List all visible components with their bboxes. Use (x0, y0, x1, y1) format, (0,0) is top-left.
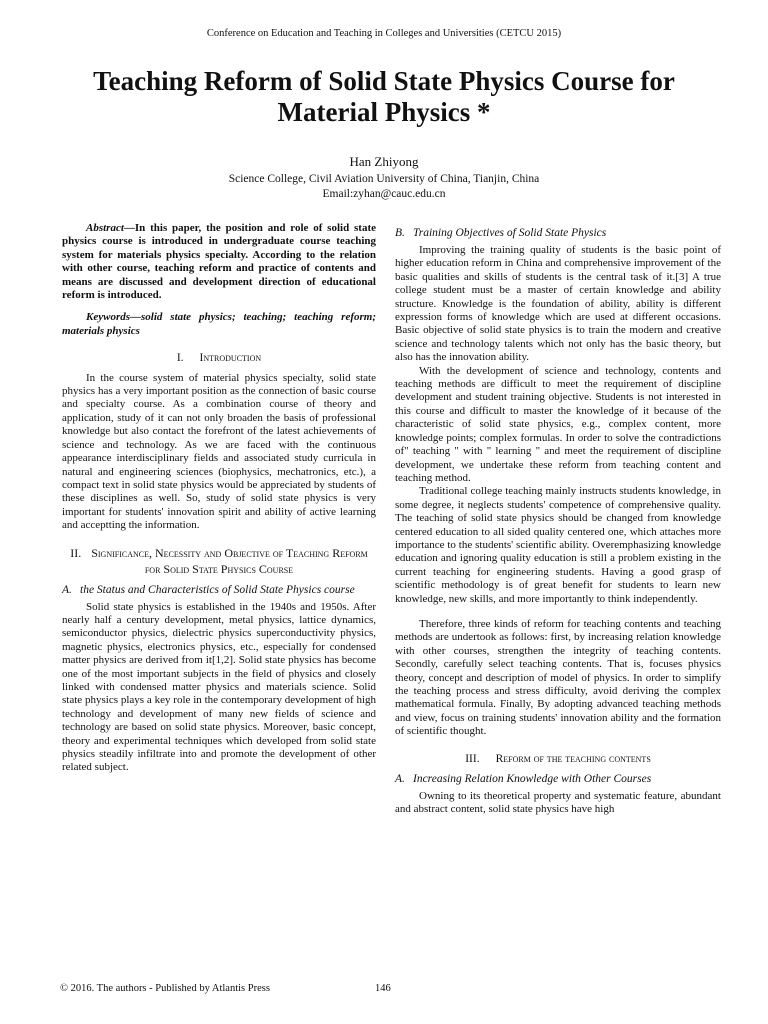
left-column (62, 222, 376, 775)
section-number: I. (176, 352, 184, 365)
section-number: III. (465, 752, 480, 765)
subsection-heading-training-objectives (395, 226, 721, 240)
subsection-title: Increasing Relation Knowledge with Other Courses (413, 773, 652, 786)
abstract (62, 222, 376, 302)
page-number: 146 (375, 983, 391, 994)
copyright-footer: © 2016. The authors - Published by Atlantis Press (60, 983, 270, 994)
section-number: II. (70, 545, 82, 560)
subsection-title: Training Objectives of Solid State Physics (413, 227, 607, 239)
keywords-label: Keywords (86, 311, 130, 324)
subsection-heading-relation-knowledge (395, 772, 721, 786)
subsection-label: B. (395, 227, 405, 239)
abstract-label: Abstract (86, 222, 124, 234)
section-heading-significance (70, 545, 368, 577)
author-email: Email:zyhan@cauc.edu.cn (322, 188, 446, 200)
section-title: Reform of the teaching contents (495, 752, 651, 765)
author-affiliation: Science College, Civil Aviation University of China, Tianjin, China (228, 173, 540, 185)
intro-paragraph: In the course system of material physics specialty, solid state physics has a very important position as the connection of basic course and specialty course. As a combination course of theory and application, study of it can not only broaden the basis of professional knowledge but also contact the forefront of the latest achievements of science and technology. As we are faced with the continuous appearance interdisciplinary fields and associated study curricula in natural and engineering sciences (biophysics, mechatronics, etc.), a compact text in solid state physics would be appreciated by students of these disciplines as well. So, study of solid state physics is very important for students' innovation spirit and ability of active learning and acceptting the information. (62, 371, 376, 532)
section-title: Introduction (199, 352, 262, 365)
training-paragraph-2: With the development of science and technology, contents and teaching methods are difficult to meet the requirement of discipline development and student training objective. Students is not interested in this course and difficult to master the knowledge of it because of the characteristic of solid state physics, e.g., complex content, more knowledge points; complex formulas. In order to solve the contradictions of" teaching " with " learning " and meet the requirement of discipline development, we undertake these reform from teaching content and teaching method. (395, 364, 721, 484)
subsection-label: A. (395, 773, 405, 786)
keywords-text: —solid state physics; teaching; teaching reform; materials physics (62, 311, 376, 337)
training-paragraph-1: Improving the training quality of students is the basic point of higher education reform in China and comprehensive improvement of the basic qualities and skills of students is the central task of it.[3] A true college student must be a master of certain knowledge and ability structure. Knowledge is the foundation of ability, ability is different expression forms of knowledge which are used at different occasions. Basic objective of solid state physics is to train the modern and creative science and technology talents which not only has the basic theory, but also has the innovation ability. (395, 244, 721, 364)
section-title: Significance, Necessity and Objective of Teaching Reform for Solid State Physics Course (91, 545, 368, 576)
training-paragraph-3: Traditional college teaching mainly instructs students knowledge, in some degree, it neglects students' competence of comprehensive quality. The teaching of solid state physics should be changed from knowledge centered education to all sided quality centered one, which attaches more importance to the students' scientific ability. Overemphasizing knowledge education and ignoring quality education is still a problem existing in the current teaching for engineering students. Having a good grasp of scientific methodology is of great benefit for students to learn new knowledge, new skills, and more importantly to think independently. (395, 485, 721, 605)
right-column (395, 222, 721, 817)
subsection-label: A. (62, 583, 72, 596)
subsection-title: the Status and Characteristics of Solid State Physics course (80, 583, 355, 596)
section-heading-introduction (62, 352, 376, 365)
subsection-heading-status (62, 583, 376, 597)
abstract-text: —In this paper, the position and role of solid state physics course is introduced in undergraduate course teaching system for materials physics specialty. According to the relation with other course, teaching reform and practice of contents and means are discussed and development direction of educational reform is introduced. (62, 222, 376, 302)
section-heading-reform (395, 753, 721, 766)
running-head: Conference on Education and Teaching in Colleges and Universities (CETCU 2015) (206, 28, 562, 39)
paragraph-gap (395, 606, 721, 618)
status-paragraph: Solid state physics is established in the 1940s and 1950s. After nearly half a century development, metal physics, lattice dynamics, semiconductor physics, dielectric physics superconductivity physics, magnetic physics, electronics physics, etc., especially for condensed matter physics are derived from it[1,2]. Solid state physics has become one of the most important subjects in the field of physics and closely linked with condensed matter physics and materials science. Solid state physics plays a key role in the contemporary development of high technology and development of many new fields of science and technology are based on solid state physics. Moreover, basic concept, theory and experimental techniques which developed from solid state physics steadily infiltrate into and promote the development of other related subject. (62, 600, 376, 774)
relation-paragraph: Owning to its theoretical property and systematic feature, abundant and abstract content, solid state physics have high (395, 790, 721, 816)
keywords (62, 311, 376, 338)
author-affiliation-block (0, 172, 768, 202)
training-paragraph-4: Therefore, three kinds of reform for teaching contents and teaching methods are undertook as follows: first, by increasing relation knowledge with other courses, strengthen the integrity of teaching contents. Secondly, carefully select teaching contents. That is, focuses physics theory, concept and description of model of physics. In order to simplify the teaching process and stress difficulty, avoid deriving the complex mathematical formula. Finally, By adopting advanced teaching methods and view, focus on training students' innovation ability and the formation of scientific thought. (395, 617, 721, 738)
paper-title: Teaching Reform of Solid State Physics Course for Material Physics * (93, 66, 675, 127)
author-name: Han Zhiyong (349, 154, 419, 169)
